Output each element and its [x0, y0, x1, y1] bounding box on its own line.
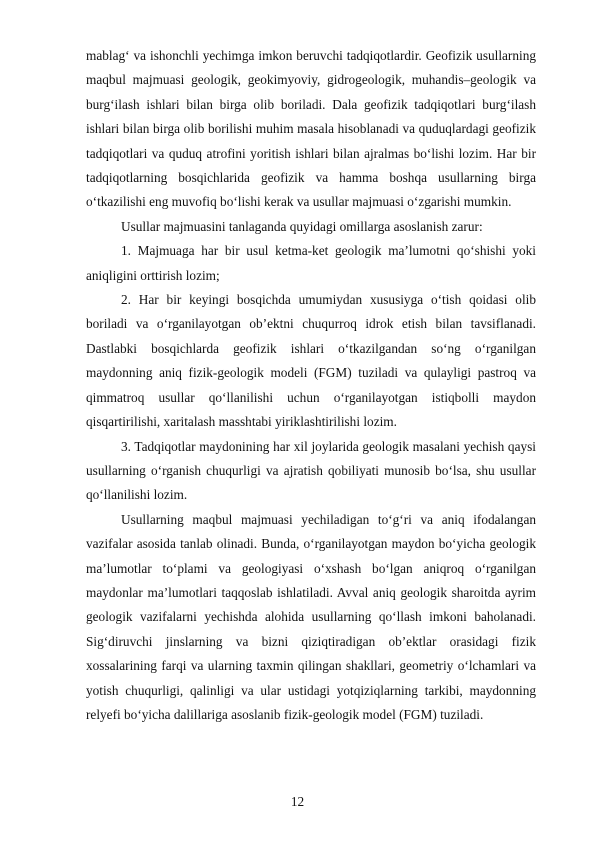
paragraph-factors-heading: Usullar majmuasini tanlaganda quyidagi omillarga asoslanish zarur: [121, 218, 483, 234]
list-item-1: 1. Majmuaga har bir usul ketma-ket geologik ma’lumotni qo‘shishi yoki aniqligini orttirish lozim; [86, 243, 536, 283]
paragraph-intro: mablag‘ va ishonchli yechimga imkon beruvchi tadqiqotlardir. Geofizik usullarning maqbul majmuasi geologik, geokimyoviy, gidrogeologik, muhandis–geologik va burg‘ilash ishlari bilan birga olib boriladi. Dala geofizik tadqiqotlari burg‘ilash ishlari bilan birga olib borilishi muhim masala hisoblanadi va quduqlardagi geofizik tadqiqotlari va quduq atrofini yoritish ishlari bilan ajralmas bo‘lishi lozim. Har bir tadqiqotlarning bosqichlarida geofizik va hamma boshqa usullarning birga o‘tkazilishi eng muvofiq bo‘lishi kerak va usullar majmuasi o‘zgarishi mumkin. [86, 48, 536, 210]
paragraph-method-selection: Usullarning maqbul majmuasi yechiladigan to‘g‘ri va aniq ifodalangan vazifalar asosida tanlab olinadi. Bunda, o‘rganilayotgan maydon bo‘yicha geologik ma’lumotlar to‘plami va geologiyasi o‘xshash bo‘lgan aniqroq o‘rganilgan maydonlar ma’lumotlari taqqoslab ishlatiladi. Avval aniq geologik sharoitda ayrim geologik vazifalarni yechishda alohida usullarning qo‘llash imkoni baholanadi. Sig‘diruvchi jinslarning va bizni qiziqtiradigan ob’ektlar orasidagi fizik xossalarining farqi va ularning taxmin qilingan shakllari, geometriy o‘lchamlari va yotish chuqurligi, qalinligi va ular ustidagi yotqiziqlarning tarkibi, maydonning relyefi bo‘yicha dalillariga asoslanib fizik-geologik model (FGM) tuziladi. [86, 511, 536, 722]
list-item-2: 2. Har bir keyingi bosqichda umumiydan xususiyga o‘tish qoidasi olib boriladi va o‘rganilayotgan ob’ektni chuqurroq idrok etish bilan tavsiflanadi. Dastlabki bosqichlarda geofizik ishlari o‘tkazilgandan so‘ng o‘rganilgan maydonning aniq fizik-geologik modeli (FGM) tuziladi va qulayligi pastroq va qimmatroq usullar qo‘llanilishi uchun o‘rganilayotgan istiqbolli maydon qisqartirilishi, xaritalash masshtabi yiriklashtirilishi lozim. [86, 292, 536, 430]
page-number: 12 [290, 794, 305, 809]
list-item-3: 3. Tadqiqotlar maydonining har xil joylarida geologik masalani yechish qaysi usullarning o‘rganish chuqurligi va ajratish qobiliyati munosib bo‘lsa, shu usullar qo‘llanilishi lozim. [86, 438, 536, 503]
document-body [86, 44, 536, 727]
